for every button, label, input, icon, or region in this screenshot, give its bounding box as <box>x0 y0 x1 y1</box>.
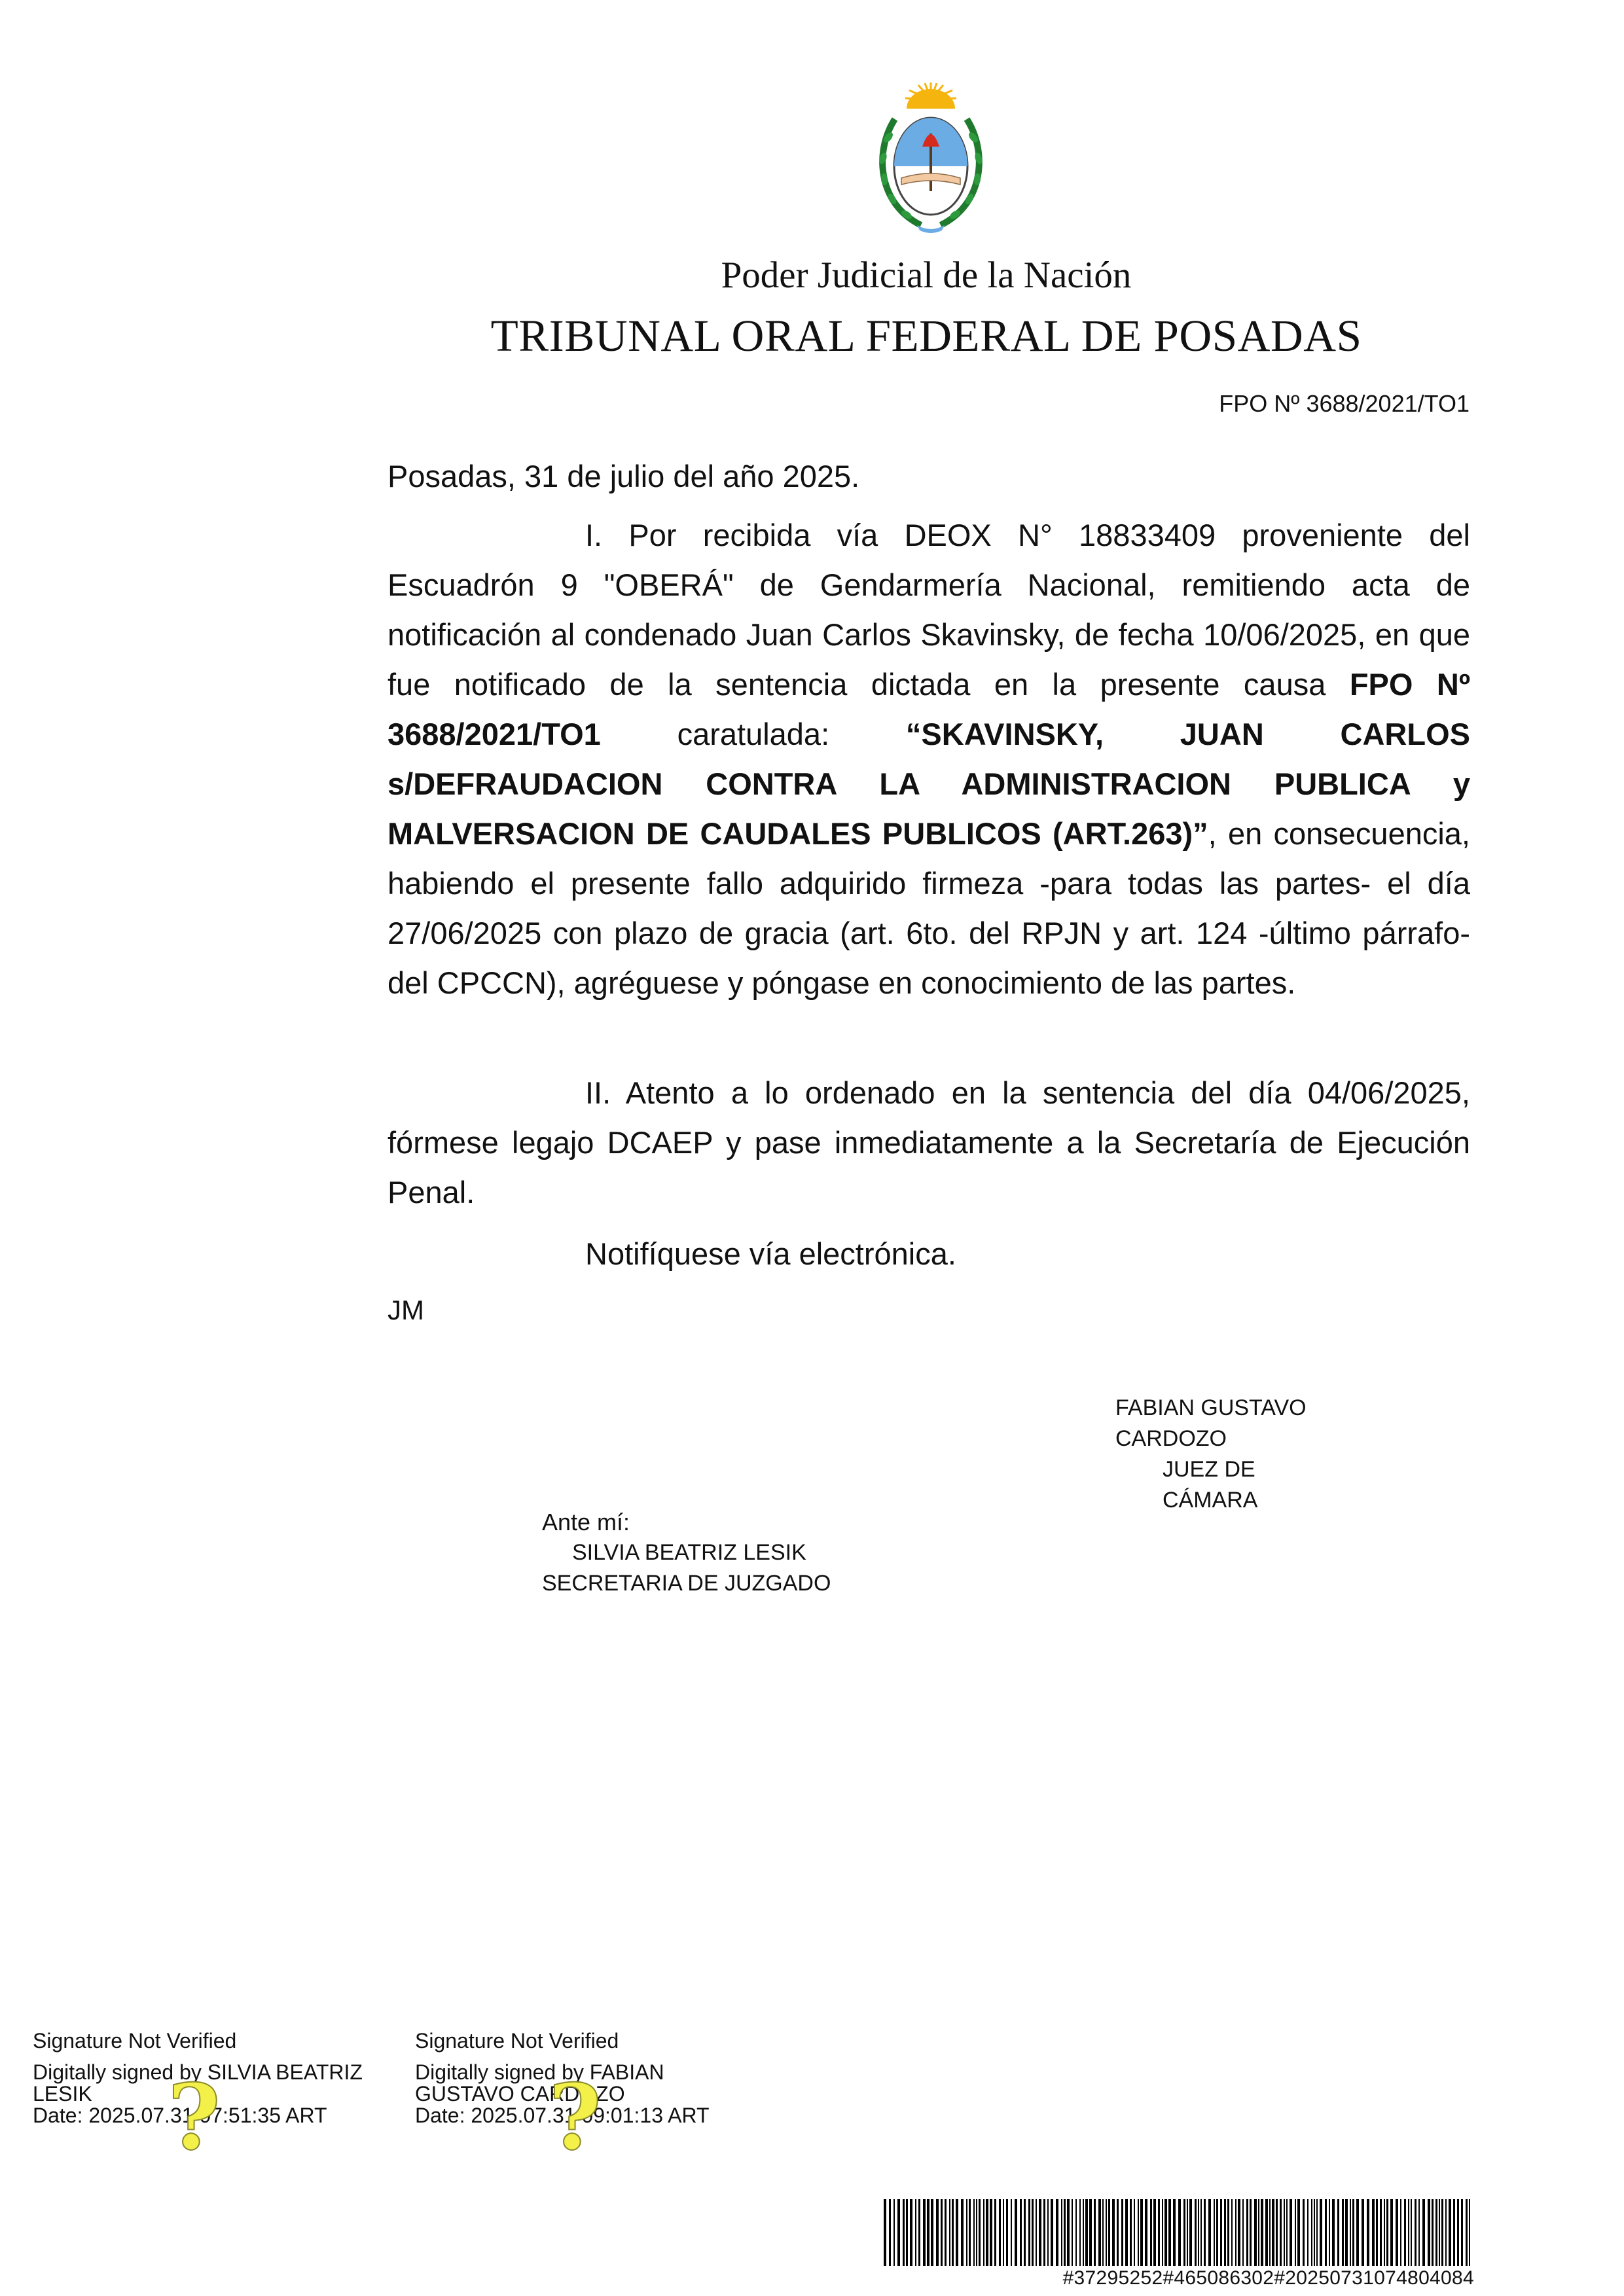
signature-date: Date: 2025.07.31 09:01:13 ART <box>415 2104 710 2127</box>
paragraph-one-end: , en consecuencia, habiendo el presente fallo adquirido firmeza -para todas las partes- el día 27/06/2025 con plazo de gracia (art. 6to. del RPJN y art. 124 -último párrafo- del CPCCN), agréguese y póngase en conocimiento de las partes. <box>388 816 1470 1000</box>
signed-by-line: LESIK <box>33 2082 92 2106</box>
question-mark-icon[interactable]: ? <box>168 2064 221 2170</box>
barcode <box>882 2199 1474 2266</box>
signature-date: Date: 2025.07.31 07:51:35 ART <box>33 2104 327 2127</box>
barcode-number: #37295252#465086302#20250731074804084 <box>1062 2267 1474 2289</box>
signed-by-line: Digitally signed by SILVIA BEATRIZ <box>33 2060 363 2084</box>
question-mark-icon[interactable]: ? <box>549 2064 602 2170</box>
secretary-title: SECRETARIA DE JUZGADO <box>542 1571 831 1596</box>
judge-signature-block <box>1115 1393 1351 1516</box>
ante-mi-label: Ante mí: <box>542 1509 630 1535</box>
date-line: Posadas, 31 de julio del año 2025. <box>388 459 860 493</box>
signed-by-line: GUSTAVO CARDOZO <box>415 2082 625 2106</box>
institution-name: Poder Judicial de la Nación <box>721 255 1132 296</box>
case-reference: FPO Nº 3688/2021/TO1 <box>1219 390 1470 417</box>
judge-name: FABIAN GUSTAVO CARDOZO <box>1115 1395 1307 1451</box>
signed-by-line: Digitally signed by FABIAN <box>415 2060 664 2084</box>
paragraph-two: II. Atento a lo ordenado en la sentencia del día 04/06/2025, fórmese legajo DCAEP y pase inmediatamente a la Secretaría de Ejecución Penal. <box>388 1075 1470 1210</box>
paragraph-one-mid: caratulada: <box>600 717 906 751</box>
signature-status: Signature Not Verified <box>415 2029 619 2053</box>
case-title-bold: “SKAVINSKY, JUAN CARLOS s/DEFRAUDACION CONTRA LA ADMINISTRACION PUBLICA y MALVERSACION DE CAUDALES PUBLICOS (ART.263)” <box>388 717 1470 851</box>
court-name: TRIBUNAL ORAL FEDERAL DE POSADAS <box>490 311 1362 361</box>
paragraph-one <box>388 511 1470 1008</box>
case-number-bold: FPO Nº 3688/2021/TO1 <box>388 667 1470 751</box>
coat-of-arms-icon <box>869 80 993 237</box>
secretary-name: SILVIA BEATRIZ LESIK <box>572 1540 806 1565</box>
secretary-signature-block <box>542 1507 831 1599</box>
paragraph-three: Notifíquese vía electrónica. <box>585 1236 956 1271</box>
judge-title: JUEZ DE CÁMARA <box>1163 1457 1258 1513</box>
paragraph-one-intro: I. Por recibida vía DEOX N° 18833409 proveniente del Escuadrón 9 "OBERÁ" de Gendarmería Nacional, remitiendo acta de notificación al condenado Juan Carlos Skavinsky, de fecha 10/06/2025, en que fue notificado de la sentencia dictada en la presente causa <box>388 518 1470 702</box>
author-initials: JM <box>388 1295 424 1325</box>
signature-status: Signature Not Verified <box>33 2029 237 2053</box>
